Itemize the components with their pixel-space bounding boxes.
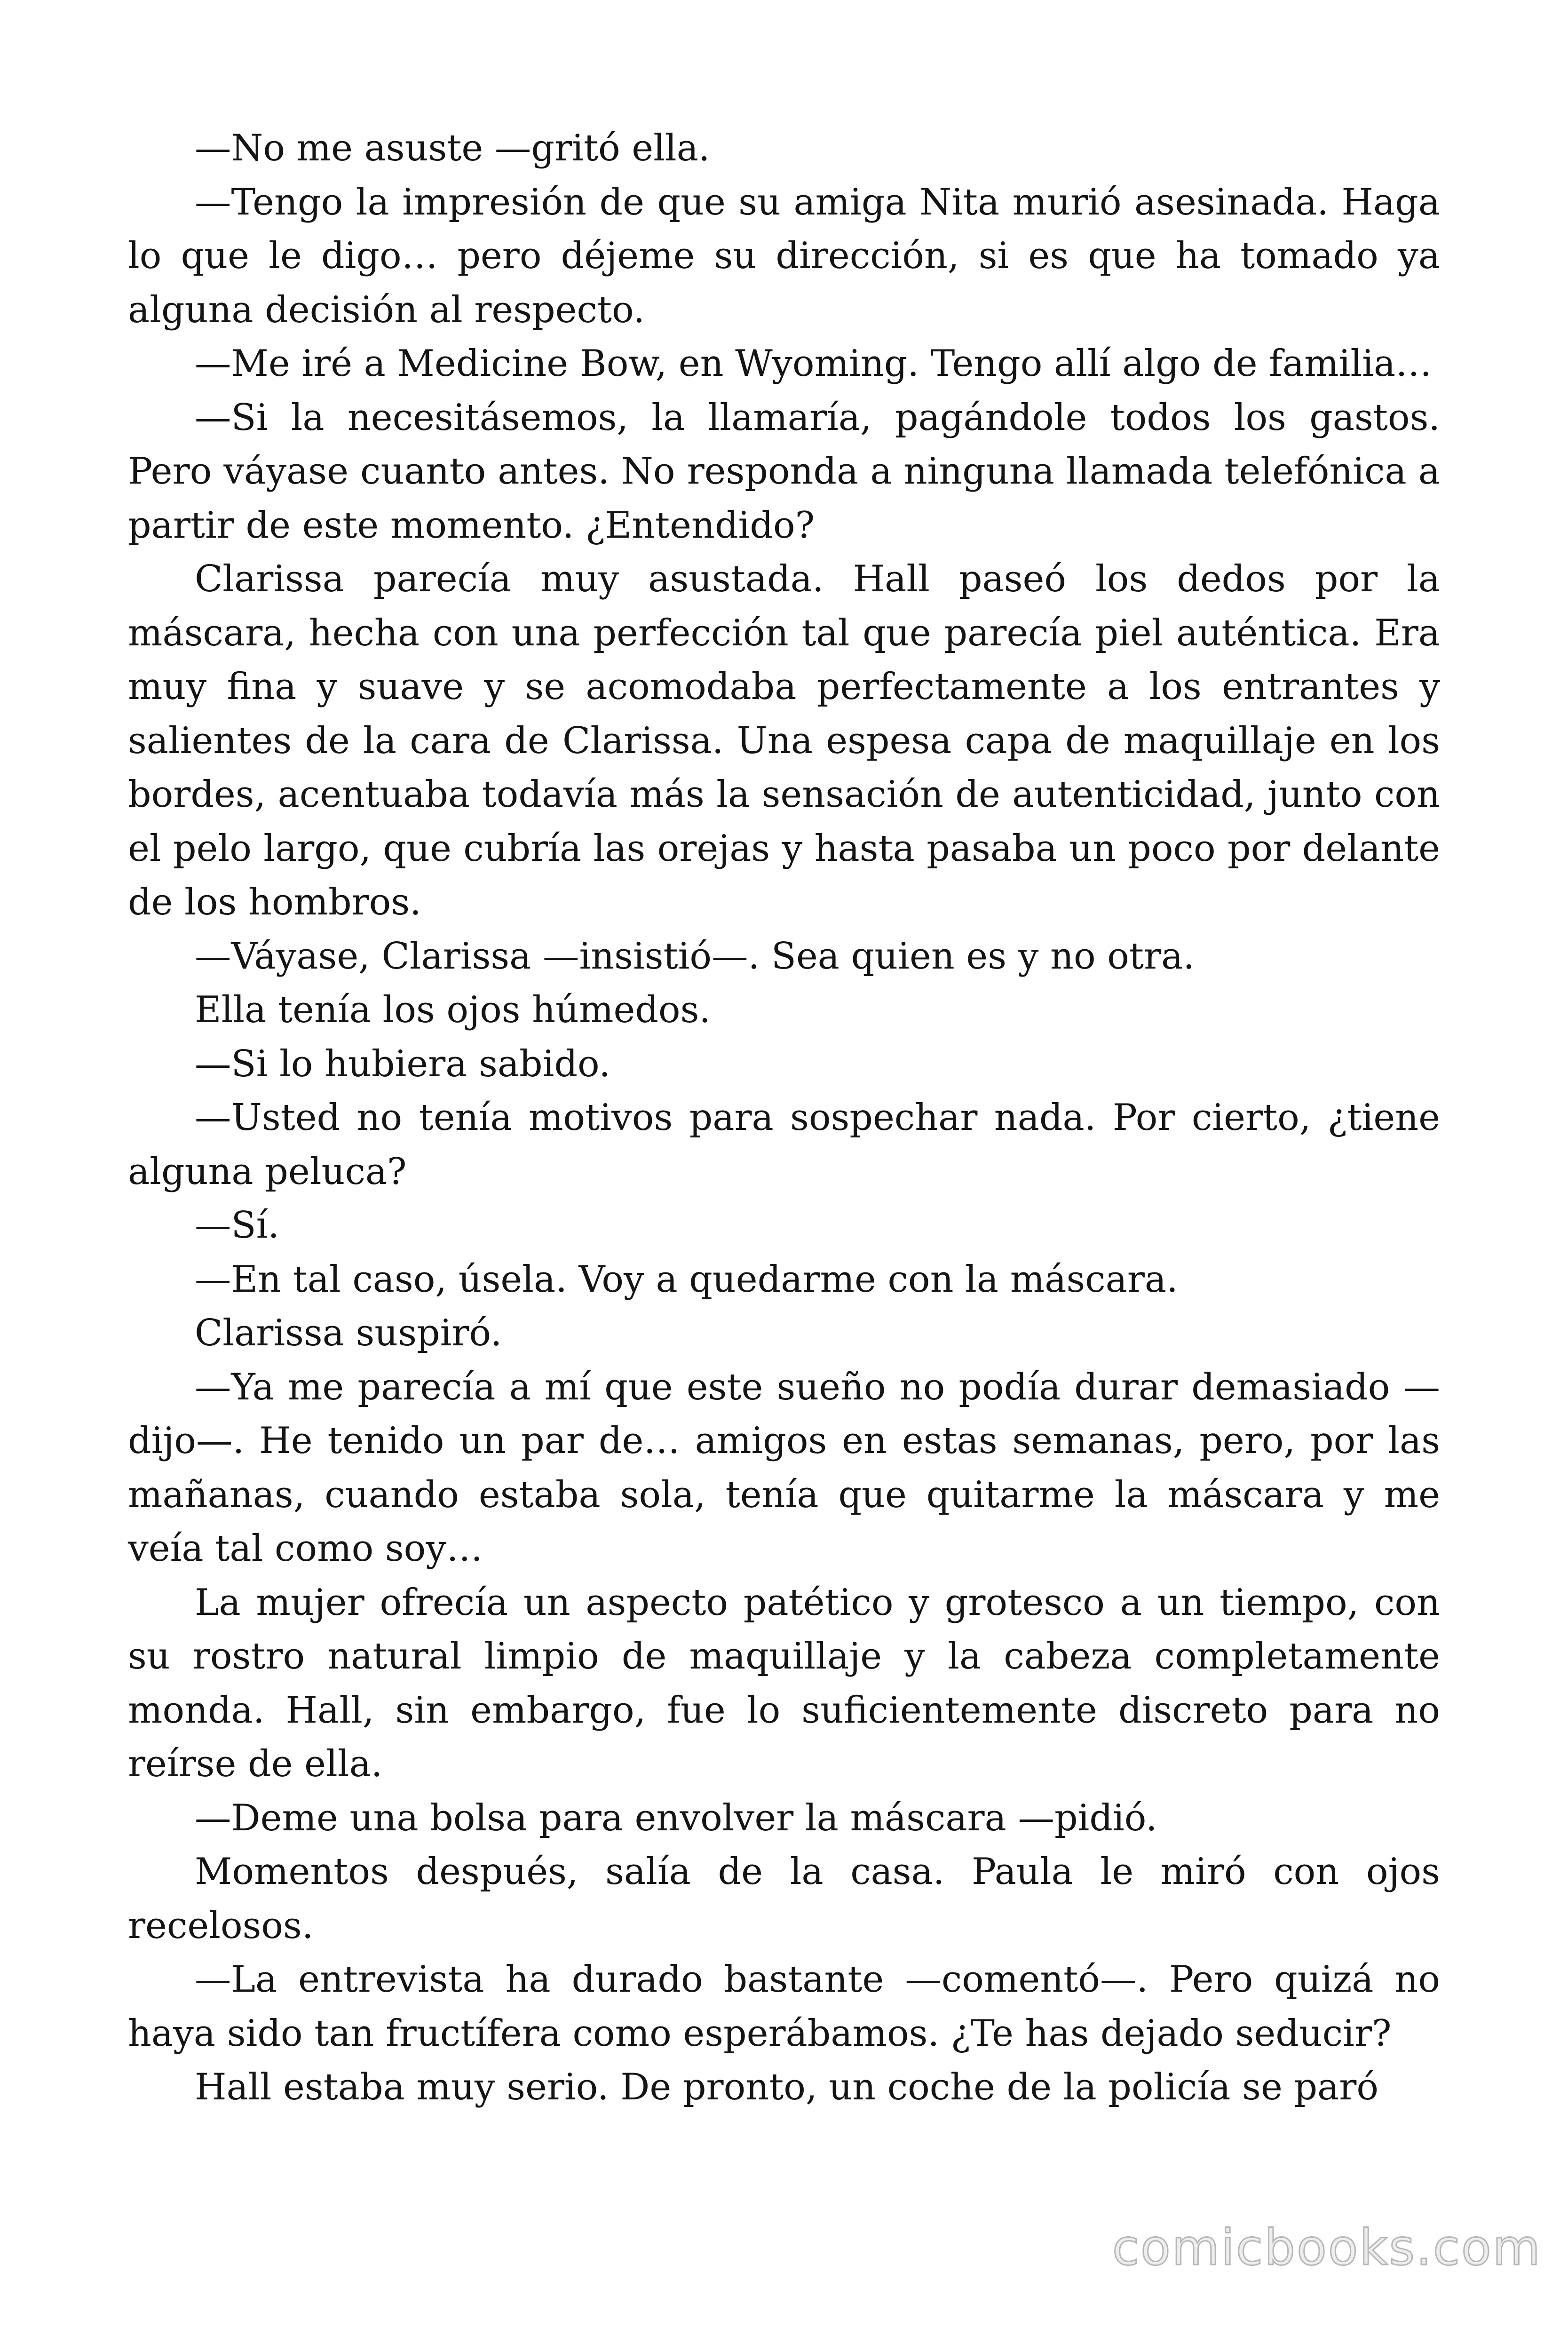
watermark-text: comicbooks.com — [1112, 2219, 1542, 2276]
paragraph: —Me iré a Medicine Bow, en Wyoming. Tengo allí algo de familia… — [195, 342, 1432, 385]
paragraph: —No me asuste —gritó ella. — [195, 127, 710, 169]
page-text — [128, 121, 1440, 2114]
paragraph: —Sí. — [195, 1204, 280, 1247]
paragraph: Clarissa parecía muy asustada. Hall paseó los dedos por la máscara, hecha con una perfección tal que parecía piel auténtica. Era muy fina y suave y se acomodaba perfectamente a los entrantes y salientes de la cara de Clarissa. Una espesa capa de maquillaje en los bordes, acentuaba todavía más la sensación de autenticidad, junto con el pelo largo, que cubría las orejas y hasta pasaba un poco por delante de los hombros. — [128, 558, 1440, 923]
paragraph: —Si lo hubiera sabido. — [195, 1042, 610, 1085]
paragraph: —En tal caso, úsela. Voy a quedarme con la máscara. — [195, 1258, 1178, 1301]
paragraph: La mujer ofrecía un aspecto patético y grotesco a un tiempo, con su rostro natural limpio de maquillaje y la cabeza completamente monda. Hall, sin embargo, fue lo suficientemente discreto para no reírse de ella. — [128, 1581, 1440, 1785]
paragraph: —Váyase, Clarissa —insistió—. Sea quien es y no otra. — [195, 935, 1195, 977]
paragraph: Hall estaba muy serio. De pronto, un coche de la policía se paró — [195, 2066, 1378, 2108]
paragraph: Momentos después, salía de la casa. Paula le miró con ojos recelosos. — [128, 1851, 1440, 1947]
paragraph: —Deme una bolsa para envolver la máscara —pidió. — [195, 1796, 1157, 1839]
paragraph: Clarissa suspiró. — [195, 1312, 502, 1354]
paragraph: —Ya me parecía a mí que este sueño no podía durar demasiado —dijo—. He tenido un par de… amigos en estas semanas, pero, por las mañanas, cuando estaba sola, tenía que quitarme la máscara y me veía tal como soy… — [128, 1366, 1440, 1570]
paragraph: —Usted no tenía motivos para sospechar nada. Por cierto, ¿tiene alguna peluca? — [128, 1097, 1440, 1193]
paragraph: —Si la necesitásemos, la llamaría, pagándole todos los gastos. Pero váyase cuanto antes. No responda a ninguna llamada telefónica a partir de este momento. ¿Entendido? — [128, 396, 1440, 547]
paragraph: Ella tenía los ojos húmedos. — [195, 989, 711, 1031]
paragraph: —Tengo la impresión de que su amiga Nita murió asesinada. Haga lo que le digo… pero déjeme su dirección, si es que ha tomado ya alguna decisión al respecto. — [128, 181, 1440, 331]
paragraph: —La entrevista ha durado bastante —comentó—. Pero quizá no haya sido tan fructífera como esperábamos. ¿Te has dejado seducir? — [128, 1958, 1440, 2055]
